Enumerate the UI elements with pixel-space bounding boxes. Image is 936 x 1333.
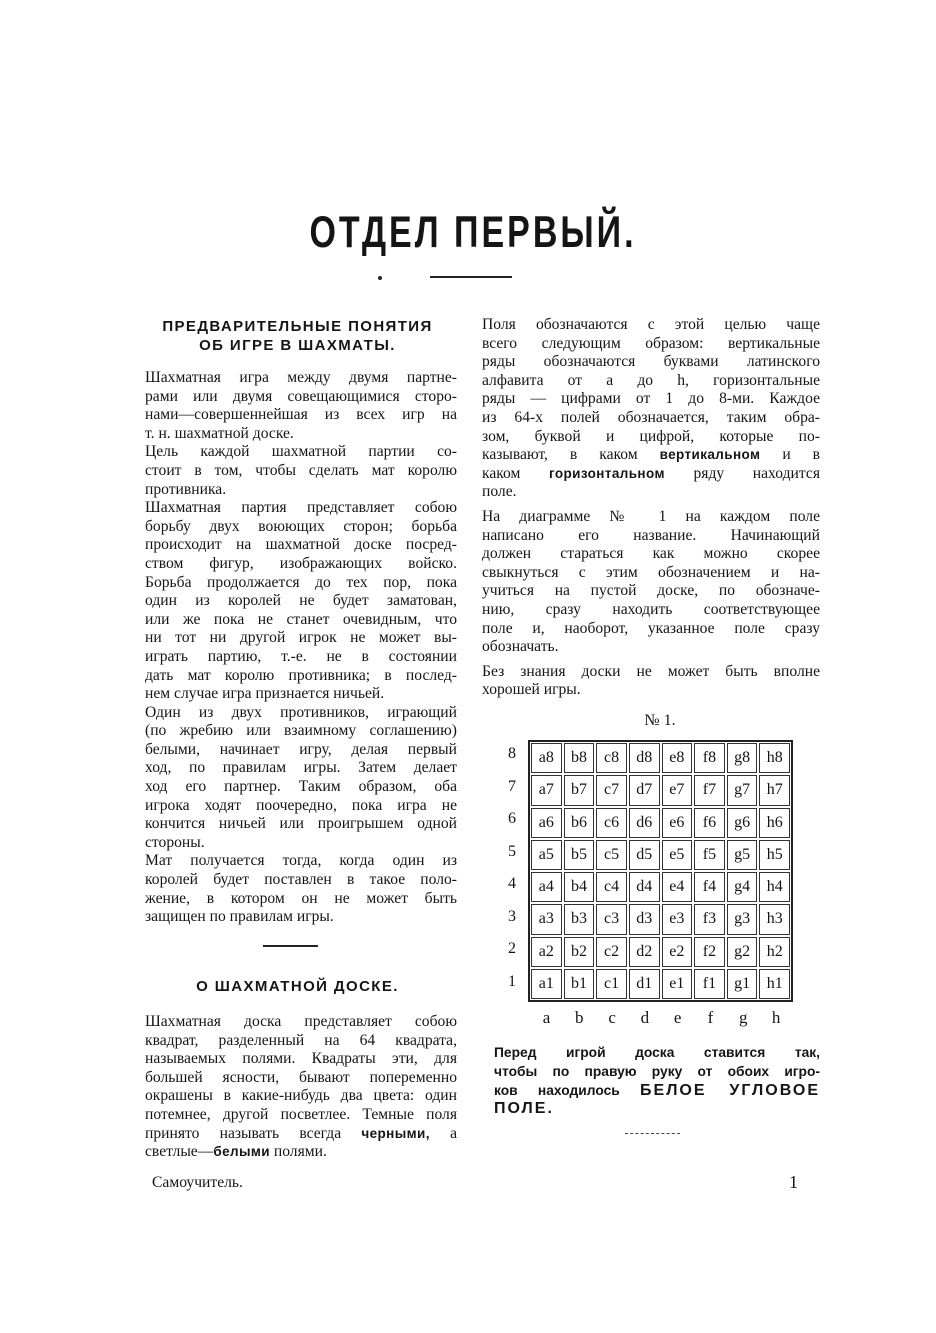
text: (по жребию или взаимному соглашению) xyxy=(145,722,457,740)
board-square: f5 xyxy=(694,840,725,870)
footer-title: Самоучитель. xyxy=(152,1174,243,1191)
board-square: a8 xyxy=(531,743,562,773)
text-line xyxy=(145,369,457,388)
text: обозначать. xyxy=(482,638,559,656)
board-square: a4 xyxy=(531,872,562,902)
text: происходит на шахматной доске посред- xyxy=(145,536,457,554)
text-line xyxy=(145,890,457,909)
text-line xyxy=(482,638,820,657)
heading-preliminary-concepts xyxy=(130,317,465,355)
text-line xyxy=(482,564,820,583)
text-line xyxy=(145,425,457,444)
text: называемых полями. Квадраты эти, для xyxy=(145,1050,457,1068)
text: рами или двумя совещающимися сторо- xyxy=(145,387,457,405)
chessboard-diagram xyxy=(528,740,793,1002)
text-line xyxy=(145,667,457,686)
text-line xyxy=(482,446,820,465)
text-line xyxy=(482,390,820,409)
text-line xyxy=(145,722,457,741)
text-line xyxy=(145,388,457,407)
text-line xyxy=(145,1050,457,1069)
text-line xyxy=(145,481,457,500)
board-square: d2 xyxy=(629,937,660,967)
paragraph xyxy=(145,369,457,443)
text: Перед игрой доска ставится так, xyxy=(494,1045,820,1060)
text: белыми, начинает игру, делая первый xyxy=(145,740,457,758)
board-square: a3 xyxy=(531,904,562,934)
text: зом, буквой и цифрой, которые по- xyxy=(482,427,820,445)
emphasis: БЕЛОЕ УГЛОВОЕ xyxy=(640,1081,820,1099)
text-line xyxy=(145,1125,457,1144)
board-square: f8 xyxy=(694,743,725,773)
text: ни тот ни другой игрок не может вы- xyxy=(145,629,457,647)
board-square: c2 xyxy=(596,937,627,967)
board-square: c6 xyxy=(596,808,627,838)
board-square: g8 xyxy=(727,743,758,773)
rank-label: 2 xyxy=(508,940,516,957)
text: принято называть всегда xyxy=(145,1124,362,1142)
text: казывают, в каком xyxy=(482,446,660,464)
text: свыкнуться с этим обозначением и на- xyxy=(482,563,820,581)
board-square: g4 xyxy=(727,872,758,902)
paragraph xyxy=(145,852,457,926)
paragraph xyxy=(494,1044,820,1119)
text: квадрат, разделенный на 64 квадрата, xyxy=(145,1031,457,1049)
board-square: d7 xyxy=(629,775,660,805)
board-square: f1 xyxy=(694,969,725,999)
board-square: b6 xyxy=(564,808,595,838)
emphasis: ПОЛЕ. xyxy=(494,1100,554,1118)
text-line xyxy=(482,353,820,372)
text: ством фигур, изображающих войско. xyxy=(145,554,457,572)
text: Шахматная партия представляет собою xyxy=(145,499,457,517)
board-square: c8 xyxy=(596,743,627,773)
text-line xyxy=(145,611,457,630)
board-square: e3 xyxy=(662,904,693,934)
paragraph xyxy=(145,499,457,704)
text: окрашены в какие-нибудь два цвета: один xyxy=(145,1087,457,1105)
board-square: c5 xyxy=(596,840,627,870)
text-line xyxy=(482,620,820,639)
text: потемнее, другой посветлее. Темные поля xyxy=(145,1105,457,1123)
text-line xyxy=(482,316,820,335)
board-square: b4 xyxy=(564,872,595,902)
text-line xyxy=(145,704,457,723)
board-square: a6 xyxy=(531,808,562,838)
text-line xyxy=(145,536,457,555)
paragraph xyxy=(482,316,820,502)
emphasis: черными, xyxy=(361,1125,430,1141)
file-label: f xyxy=(707,1008,714,1027)
board-square: e7 xyxy=(662,775,693,805)
text: должен стараться как можно скорее xyxy=(482,545,820,563)
board-square: d6 xyxy=(629,808,660,838)
text-line xyxy=(145,555,457,574)
text-line xyxy=(145,1069,457,1088)
text-line xyxy=(482,681,820,700)
text-line xyxy=(482,409,820,428)
section-title: ОТДЕЛ ПЕРВЫЙ. xyxy=(309,208,637,258)
heading-line: ПРЕДВАРИТЕЛЬНЫЕ ПОНЯТИЯ xyxy=(162,318,433,335)
text: нами—совершеннейшая из всех игр на xyxy=(145,406,457,424)
board-square: e5 xyxy=(662,840,693,870)
text: Мат получается тогда, когда один из xyxy=(145,852,457,870)
text: кончится ничьей или проигрышем одной xyxy=(145,815,457,833)
board-square: g3 xyxy=(727,904,758,934)
text-line xyxy=(145,1106,457,1125)
text: поле и, наоборот, указанное поле сразу xyxy=(482,619,820,637)
board-square: g5 xyxy=(727,840,758,870)
board-square: e8 xyxy=(662,743,693,773)
text-line xyxy=(482,582,820,601)
title-rule xyxy=(430,276,512,278)
board-square: c1 xyxy=(596,969,627,999)
text: поле. xyxy=(482,483,517,501)
text: т. н. шахматной доске. xyxy=(145,424,294,442)
text: ход, по правилам игры. Затем делает xyxy=(145,759,457,777)
board-square: b2 xyxy=(564,937,595,967)
board-square: h2 xyxy=(759,937,790,967)
end-divider xyxy=(625,1133,680,1135)
text-line xyxy=(482,527,820,546)
paragraph xyxy=(482,663,820,700)
text: стоит в том, чтобы сделать мат королю xyxy=(145,461,457,479)
board-square: g6 xyxy=(727,808,758,838)
text: Поля обозначаются с этой целью чаще xyxy=(482,316,820,333)
diagram-label: № 1. xyxy=(644,712,676,729)
emphasis: вертикальном xyxy=(659,447,761,463)
text: один из королей не будет заматован, xyxy=(145,592,457,610)
text: защищен по правилам игры. xyxy=(145,908,334,926)
rank-label: 5 xyxy=(508,842,516,860)
text: алфавита от a до h, горизонтальные xyxy=(482,371,820,389)
text: чтобы по правую руку от обоих игро- xyxy=(494,1063,820,1079)
text: учиться на пустой доске, по обозначе- xyxy=(482,582,820,600)
rank-label: 8 xyxy=(508,745,516,762)
board-square: f3 xyxy=(694,904,725,934)
text-line xyxy=(145,462,457,481)
board-square: e4 xyxy=(662,872,693,902)
board-square: f7 xyxy=(694,775,725,805)
paragraph xyxy=(482,508,820,657)
board-square: b5 xyxy=(564,840,595,870)
text-line xyxy=(145,443,457,462)
file-label: h xyxy=(771,1008,781,1027)
text: ряды обозначаются буквами латинского xyxy=(482,353,820,371)
board-square: b8 xyxy=(564,743,595,773)
text: Цель каждой шахматной партии со- xyxy=(145,443,457,461)
text-line xyxy=(145,1032,457,1051)
text: ряды — цифрами от 1 до 8-ми. Каждое xyxy=(482,390,820,408)
text-line xyxy=(145,629,457,648)
text-line xyxy=(145,797,457,816)
text: а xyxy=(429,1124,457,1142)
board-setup-caption xyxy=(494,1044,820,1119)
board-square: b7 xyxy=(564,775,595,805)
rank-label: 7 xyxy=(508,777,516,795)
chessboard-paragraphs xyxy=(145,1013,457,1162)
text-line xyxy=(145,406,457,425)
board-square: a7 xyxy=(531,775,562,805)
text: нию, сразу находить соответствующее xyxy=(482,600,820,618)
text: из 64-х полей обозначается, таким обра- xyxy=(482,408,820,426)
text-line xyxy=(145,871,457,890)
text-line xyxy=(145,648,457,667)
board-square: c7 xyxy=(596,775,627,805)
board-square: d3 xyxy=(629,904,660,934)
text-line xyxy=(482,483,820,502)
board-square: b3 xyxy=(564,904,595,934)
text-line xyxy=(482,372,820,391)
file-label: g xyxy=(739,1008,748,1027)
emphasis: белыми xyxy=(213,1144,270,1160)
text: играть партию, т.-е. не в состоянии xyxy=(145,647,457,665)
paragraph xyxy=(145,443,457,499)
text: ков находилось xyxy=(494,1082,641,1098)
text: написано его название. Начинающий xyxy=(482,526,820,544)
text: полями. xyxy=(269,1143,327,1161)
text-line xyxy=(145,574,457,593)
board-square: f6 xyxy=(694,808,725,838)
text-line xyxy=(482,428,820,447)
section-divider xyxy=(263,945,318,947)
text-line xyxy=(494,1063,820,1082)
text: Шахматная доска представляет собою xyxy=(145,1013,457,1030)
board-square: h3 xyxy=(759,904,790,934)
text-line xyxy=(145,1087,457,1106)
text-line xyxy=(482,601,820,620)
board-square: d1 xyxy=(629,969,660,999)
text: Шахматная игра между двумя партне- xyxy=(145,369,457,386)
text-line xyxy=(482,508,820,527)
text: большей ясности, бывают попеременно xyxy=(145,1068,457,1086)
text: хорошей игры. xyxy=(482,681,581,699)
board-square: c4 xyxy=(596,872,627,902)
text-line xyxy=(145,908,457,927)
board-square: h1 xyxy=(759,969,790,999)
text-line xyxy=(145,1013,457,1032)
board-square: e6 xyxy=(662,808,693,838)
heading-chessboard xyxy=(130,977,465,996)
board-square: e2 xyxy=(662,937,693,967)
text-line xyxy=(482,663,820,682)
rank-label: 6 xyxy=(508,810,516,827)
text: королей будет поставлен в такое поло- xyxy=(145,871,457,889)
text: нем случае игра признается ничьей. xyxy=(145,685,385,703)
text-line xyxy=(494,1100,820,1119)
text: всего следующим образом: вертикальные xyxy=(482,334,820,352)
board-square: h4 xyxy=(759,872,790,902)
file-label: e xyxy=(673,1008,682,1027)
file-label: d xyxy=(640,1008,650,1027)
text-line xyxy=(145,685,457,704)
board-square: a1 xyxy=(531,969,562,999)
text-line xyxy=(482,335,820,354)
text: каком xyxy=(482,464,550,482)
board-square: d5 xyxy=(629,840,660,870)
notation-paragraphs xyxy=(482,316,820,700)
text-line xyxy=(145,759,457,778)
board-square: g1 xyxy=(727,969,758,999)
emphasis: горизонтальном xyxy=(549,465,665,481)
board-square: h5 xyxy=(759,840,790,870)
text: ряду находится xyxy=(664,464,820,482)
text: ход его партнер. Таким образом, оба xyxy=(145,778,457,796)
text-line xyxy=(145,1143,457,1162)
text: На диаграмме № 1 на каждом поле xyxy=(482,507,820,525)
board-square: g7 xyxy=(727,775,758,805)
text-line xyxy=(145,815,457,834)
text-line xyxy=(145,852,457,871)
file-label: b xyxy=(575,1008,584,1027)
board-square: e1 xyxy=(662,969,693,999)
text-line xyxy=(482,465,820,484)
paragraph xyxy=(145,704,457,853)
text: Борьба продолжается до тех пор, пока xyxy=(145,573,457,591)
text-line xyxy=(145,834,457,853)
paragraph xyxy=(145,1013,457,1162)
board-square: h8 xyxy=(759,743,790,773)
text: противника. xyxy=(145,480,227,498)
text-line xyxy=(494,1044,820,1063)
text: Один из двух противников, играющий xyxy=(145,703,457,721)
text-line xyxy=(145,778,457,797)
board-square: a5 xyxy=(531,840,562,870)
board-square: d4 xyxy=(629,872,660,902)
board-square: d8 xyxy=(629,743,660,773)
rank-label: 3 xyxy=(508,907,516,925)
board-square: g2 xyxy=(727,937,758,967)
rank-label: 1 xyxy=(508,972,516,990)
file-label: a xyxy=(542,1008,551,1027)
file-label: c xyxy=(608,1008,616,1027)
page-number: 1 xyxy=(789,1172,798,1192)
board-square: f4 xyxy=(694,872,725,902)
intro-paragraphs xyxy=(145,369,457,927)
text: стороны. xyxy=(145,833,205,851)
text-line xyxy=(145,741,457,760)
board-square: a2 xyxy=(531,937,562,967)
heading-line: О ШАХМАТНОЙ ДОСКЕ. xyxy=(196,978,399,995)
board-square: h6 xyxy=(759,808,790,838)
text: светлые— xyxy=(145,1143,214,1161)
text-line xyxy=(145,499,457,518)
board-square: h7 xyxy=(759,775,790,805)
text-line xyxy=(145,592,457,611)
text: дать мат королю противника; в послед- xyxy=(145,666,457,684)
text-line xyxy=(494,1082,820,1101)
ornament-dot xyxy=(378,276,382,280)
text: или же пока не станет очевидным, что xyxy=(145,610,457,628)
heading-line: ОБ ИГРЕ В ШАХМАТЫ. xyxy=(199,337,396,354)
board-square: b1 xyxy=(564,969,595,999)
text: жение, в котором он не может быть xyxy=(145,889,457,907)
text: борьбу двух воюющих сторон; борьба xyxy=(145,517,457,535)
rank-label: 4 xyxy=(508,875,516,892)
text-line xyxy=(145,518,457,537)
text-line xyxy=(482,545,820,564)
board-square: f2 xyxy=(694,937,725,967)
text: Без знания доски не может быть вполне xyxy=(482,662,820,680)
text: и в xyxy=(760,446,820,464)
text: игрока ходят поочередно, пока игра не xyxy=(145,796,457,814)
board-square: c3 xyxy=(596,904,627,934)
